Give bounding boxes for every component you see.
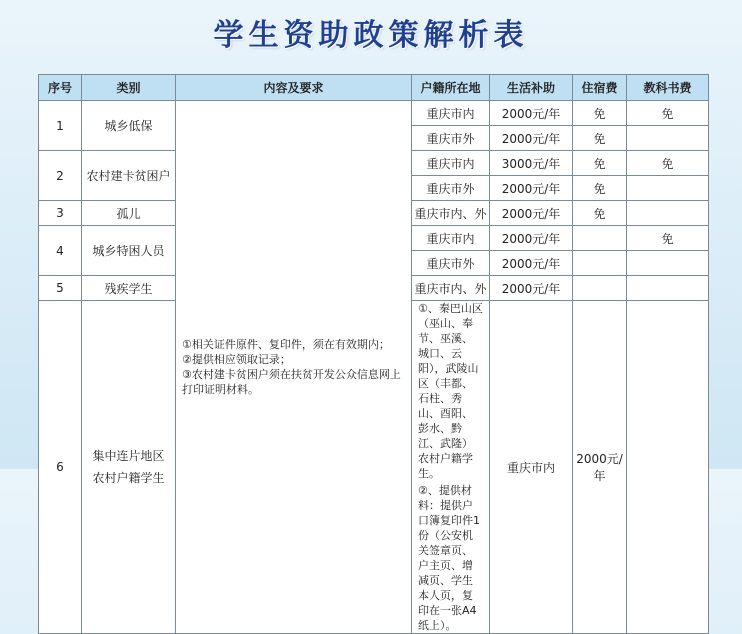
page-title: 学生资助政策解析表 bbox=[213, 18, 529, 53]
requirement-line: ①相关证件原件、复印件，须在有效期内； bbox=[182, 338, 390, 351]
textbook-cell bbox=[627, 126, 709, 151]
row-number: 2 bbox=[39, 151, 82, 201]
textbook-cell bbox=[627, 276, 709, 301]
subsidy-cell: 2000元/年 bbox=[490, 226, 573, 251]
header-residence: 户籍所在地 bbox=[412, 75, 490, 101]
residence-cell: 重庆市内 bbox=[412, 151, 490, 176]
textbook-cell bbox=[627, 176, 709, 201]
lodging-cell: 免 bbox=[573, 176, 627, 201]
subsidy-cell: 2000元/年 bbox=[490, 126, 573, 151]
lodging-cell bbox=[573, 251, 627, 276]
requirement-line: ②提供相应领取记录； bbox=[182, 353, 291, 366]
subsidy-cell: 2000元/年 bbox=[490, 251, 573, 276]
lodging-cell bbox=[627, 301, 709, 634]
table-row bbox=[39, 101, 709, 126]
textbook-cell: 免 bbox=[627, 101, 709, 126]
lodging-cell: 免 bbox=[573, 101, 627, 126]
category-line: 集中连片地区 bbox=[92, 449, 165, 463]
header-lodging: 住宿费 bbox=[573, 75, 627, 101]
header-category: 类别 bbox=[82, 75, 176, 101]
residence-cell: 重庆市外 bbox=[412, 251, 490, 276]
residence-cell: 重庆市内 bbox=[490, 301, 573, 634]
subsidy-cell: 2000元/年 bbox=[573, 301, 627, 634]
subsidy-cell: 2000元/年 bbox=[490, 201, 573, 226]
residence-cell: 重庆市内 bbox=[412, 101, 490, 126]
residence-cell: 重庆市外 bbox=[412, 126, 490, 151]
textbook-cell: 免 bbox=[627, 226, 709, 251]
subsidy-cell: 2000元/年 bbox=[490, 101, 573, 126]
row-category: 城乡低保 bbox=[82, 101, 176, 151]
textbook-cell bbox=[627, 201, 709, 226]
lodging-cell: 免 bbox=[573, 201, 627, 226]
requirement-line: ②、提供材料：提供户口簿复印件1份（公安机关签章页、户主页、增减页、学生本人页，复印在一张A4纸上）。 bbox=[418, 484, 480, 632]
textbook-cell: 免 bbox=[627, 151, 709, 176]
subsidy-cell: 3000元/年 bbox=[490, 151, 573, 176]
row-category: 孤儿 bbox=[82, 201, 176, 226]
lodging-cell bbox=[573, 276, 627, 301]
row-category: 农村建卡贫困户 bbox=[82, 151, 176, 201]
residence-cell: 重庆市外 bbox=[412, 176, 490, 201]
header-subsidy: 生活补助 bbox=[490, 75, 573, 101]
requirement-line: ③农村建卡贫困户须在扶贫开发公众信息网上打印证明材料。 bbox=[182, 368, 401, 396]
lodging-cell: 免 bbox=[573, 126, 627, 151]
header-row bbox=[39, 75, 709, 101]
lodging-cell: 免 bbox=[573, 151, 627, 176]
header-no: 序号 bbox=[39, 75, 82, 101]
header-content: 内容及要求 bbox=[176, 75, 412, 101]
residence-cell: 重庆市内 bbox=[412, 226, 490, 251]
subsidy-cell: 2000元/年 bbox=[490, 276, 573, 301]
row-number: 5 bbox=[39, 276, 82, 301]
row-number: 1 bbox=[39, 101, 82, 151]
textbook-cell bbox=[627, 251, 709, 276]
row-category: 城乡特困人员 bbox=[82, 226, 176, 276]
row-number: 6 bbox=[39, 301, 82, 634]
row-category bbox=[82, 301, 176, 634]
requirements-cell-general bbox=[176, 101, 412, 634]
subsidy-policy-table bbox=[38, 74, 709, 634]
row-number: 3 bbox=[39, 201, 82, 226]
residence-cell: 重庆市内、外 bbox=[412, 276, 490, 301]
requirement-line: ①、秦巴山区（巫山、奉节、巫溪、城口、云阳），武陵山区（丰都、石柱、秀山、酉阳、彭水、黔江、武隆）农村户籍学生。 bbox=[418, 302, 483, 480]
row-category: 残疾学生 bbox=[82, 276, 176, 301]
row-number: 4 bbox=[39, 226, 82, 276]
header-textbook: 教科书费 bbox=[627, 75, 709, 101]
requirements-cell-poverty-area bbox=[412, 301, 490, 634]
category-line: 农村户籍学生 bbox=[92, 471, 165, 485]
residence-cell: 重庆市内、外 bbox=[412, 201, 490, 226]
lodging-cell bbox=[573, 226, 627, 251]
subsidy-cell: 2000元/年 bbox=[490, 176, 573, 201]
